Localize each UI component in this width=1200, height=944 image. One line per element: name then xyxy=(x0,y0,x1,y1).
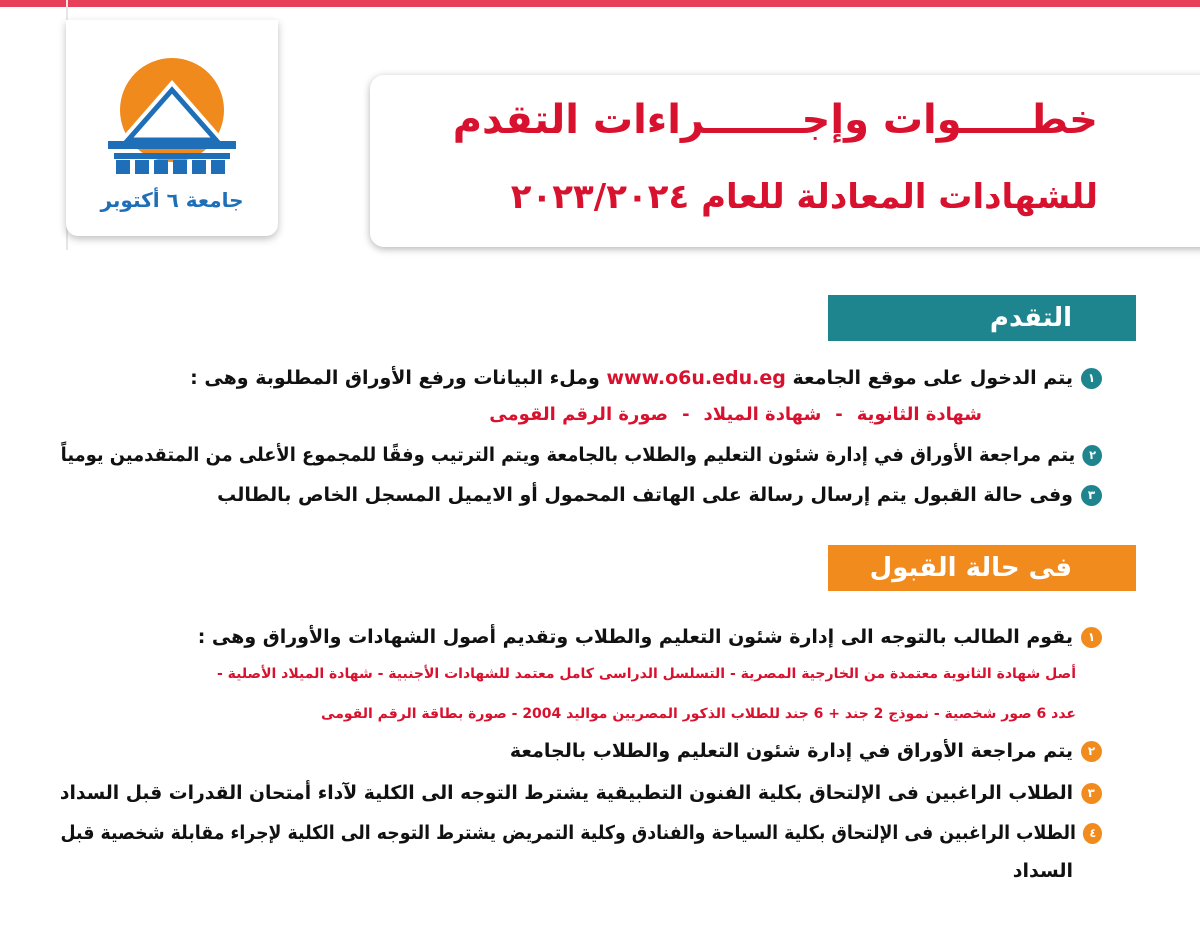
apply-step-3 xyxy=(217,484,1102,506)
step-text: يتم مراجعة الأوراق في إدارة شئون التعليم والطلاب بالجامعة xyxy=(509,740,1073,762)
step-text: وفى حالة القبول يتم إرسال رسالة على الهاتف المحمول أو الايميل المسجل الخاص بالطالب xyxy=(217,484,1073,506)
university-website-link[interactable]: www.o6u.edu.eg xyxy=(606,367,786,389)
apply-step-1 xyxy=(190,367,1102,389)
step-number-badge: ١ xyxy=(1081,627,1102,648)
document-separator: - xyxy=(835,404,843,425)
required-documents-list xyxy=(489,404,982,425)
page-title: خطـــــوات وإجـــــــراءات التقدم xyxy=(452,97,1098,143)
acceptance-step-3 xyxy=(60,782,1102,804)
university-logo-card xyxy=(66,20,278,236)
acceptance-section-header: فى حالة القبول xyxy=(828,545,1136,591)
document-separator: - xyxy=(682,404,690,425)
original-documents-line-2: عدد 6 صور شخصية - نموذج 2 جند + 6 جند للطلاب الذكور المصريين مواليد 2004 - صورة بطاقة الرقم القومى xyxy=(321,706,1076,722)
document-item: شهادة الميلاد xyxy=(703,404,822,425)
acceptance-step-2 xyxy=(510,740,1102,762)
step-number-badge: ٣ xyxy=(1081,485,1102,506)
step-text: يتم الدخول على موقع الجامعة www.o6u.edu.eg وملء البيانات ورفع الأوراق المطلوبة وهى : xyxy=(190,367,1073,389)
step-text: يتم مراجعة الأوراق في إدارة شئون التعليم والطلاب بالجامعة ويتم الترتيب وفقًا للمجموع الأعلى من المتقدمين يومياً xyxy=(60,444,1075,466)
original-documents-line-1: أصل شهادة الثانوية معتمدة من الخارجية المصرية - التسلسل الدراسى كامل معتمد للشهادات الأجنبية - شهادة الميلاد الأصلية - xyxy=(216,666,1076,682)
step-text: يقوم الطالب بالتوجه الى إدارة شئون التعليم والطلاب وتقديم أصول الشهادات والأوراق وهى : xyxy=(197,626,1073,648)
apply-step-2 xyxy=(60,444,1102,466)
title-card xyxy=(370,75,1200,247)
acceptance-step-4-continued xyxy=(1013,860,1073,882)
acceptance-step-4 xyxy=(60,822,1102,844)
university-logo-icon xyxy=(102,58,242,183)
step-text: الطلاب الراغبين فى الإلتحاق بكلية السياحة والفنادق وكلية التمريض يشترط التوجه الى الكلية لإجراء مقابلة شخصية قبل xyxy=(60,822,1076,844)
page-subtitle: للشهادات المعادلة للعام ٢٠٢٣/٢٠٢٤ xyxy=(510,177,1098,217)
acceptance-step-1 xyxy=(198,626,1102,648)
step-text: الطلاب الراغبين فى الإلتحاق بكلية الفنون التطبيقية يشترط التوجه الى الكلية لآداء أمتحان القدرات قبل السداد xyxy=(60,782,1074,804)
step-number-badge: ١ xyxy=(1081,368,1102,389)
document-item: شهادة الثانوية xyxy=(856,404,982,425)
university-name: جامعة ٦ أكتوبر xyxy=(100,188,244,212)
step-number-badge: ٢ xyxy=(1081,741,1102,762)
step-text: السداد xyxy=(1012,860,1073,882)
apply-section-header: التقدم xyxy=(828,295,1136,341)
step-number-badge: ٣ xyxy=(1081,783,1102,804)
step-number-badge: ٤ xyxy=(1083,823,1102,844)
document-item: صورة الرقم القومى xyxy=(489,404,669,425)
step-number-badge: ٢ xyxy=(1082,445,1102,466)
